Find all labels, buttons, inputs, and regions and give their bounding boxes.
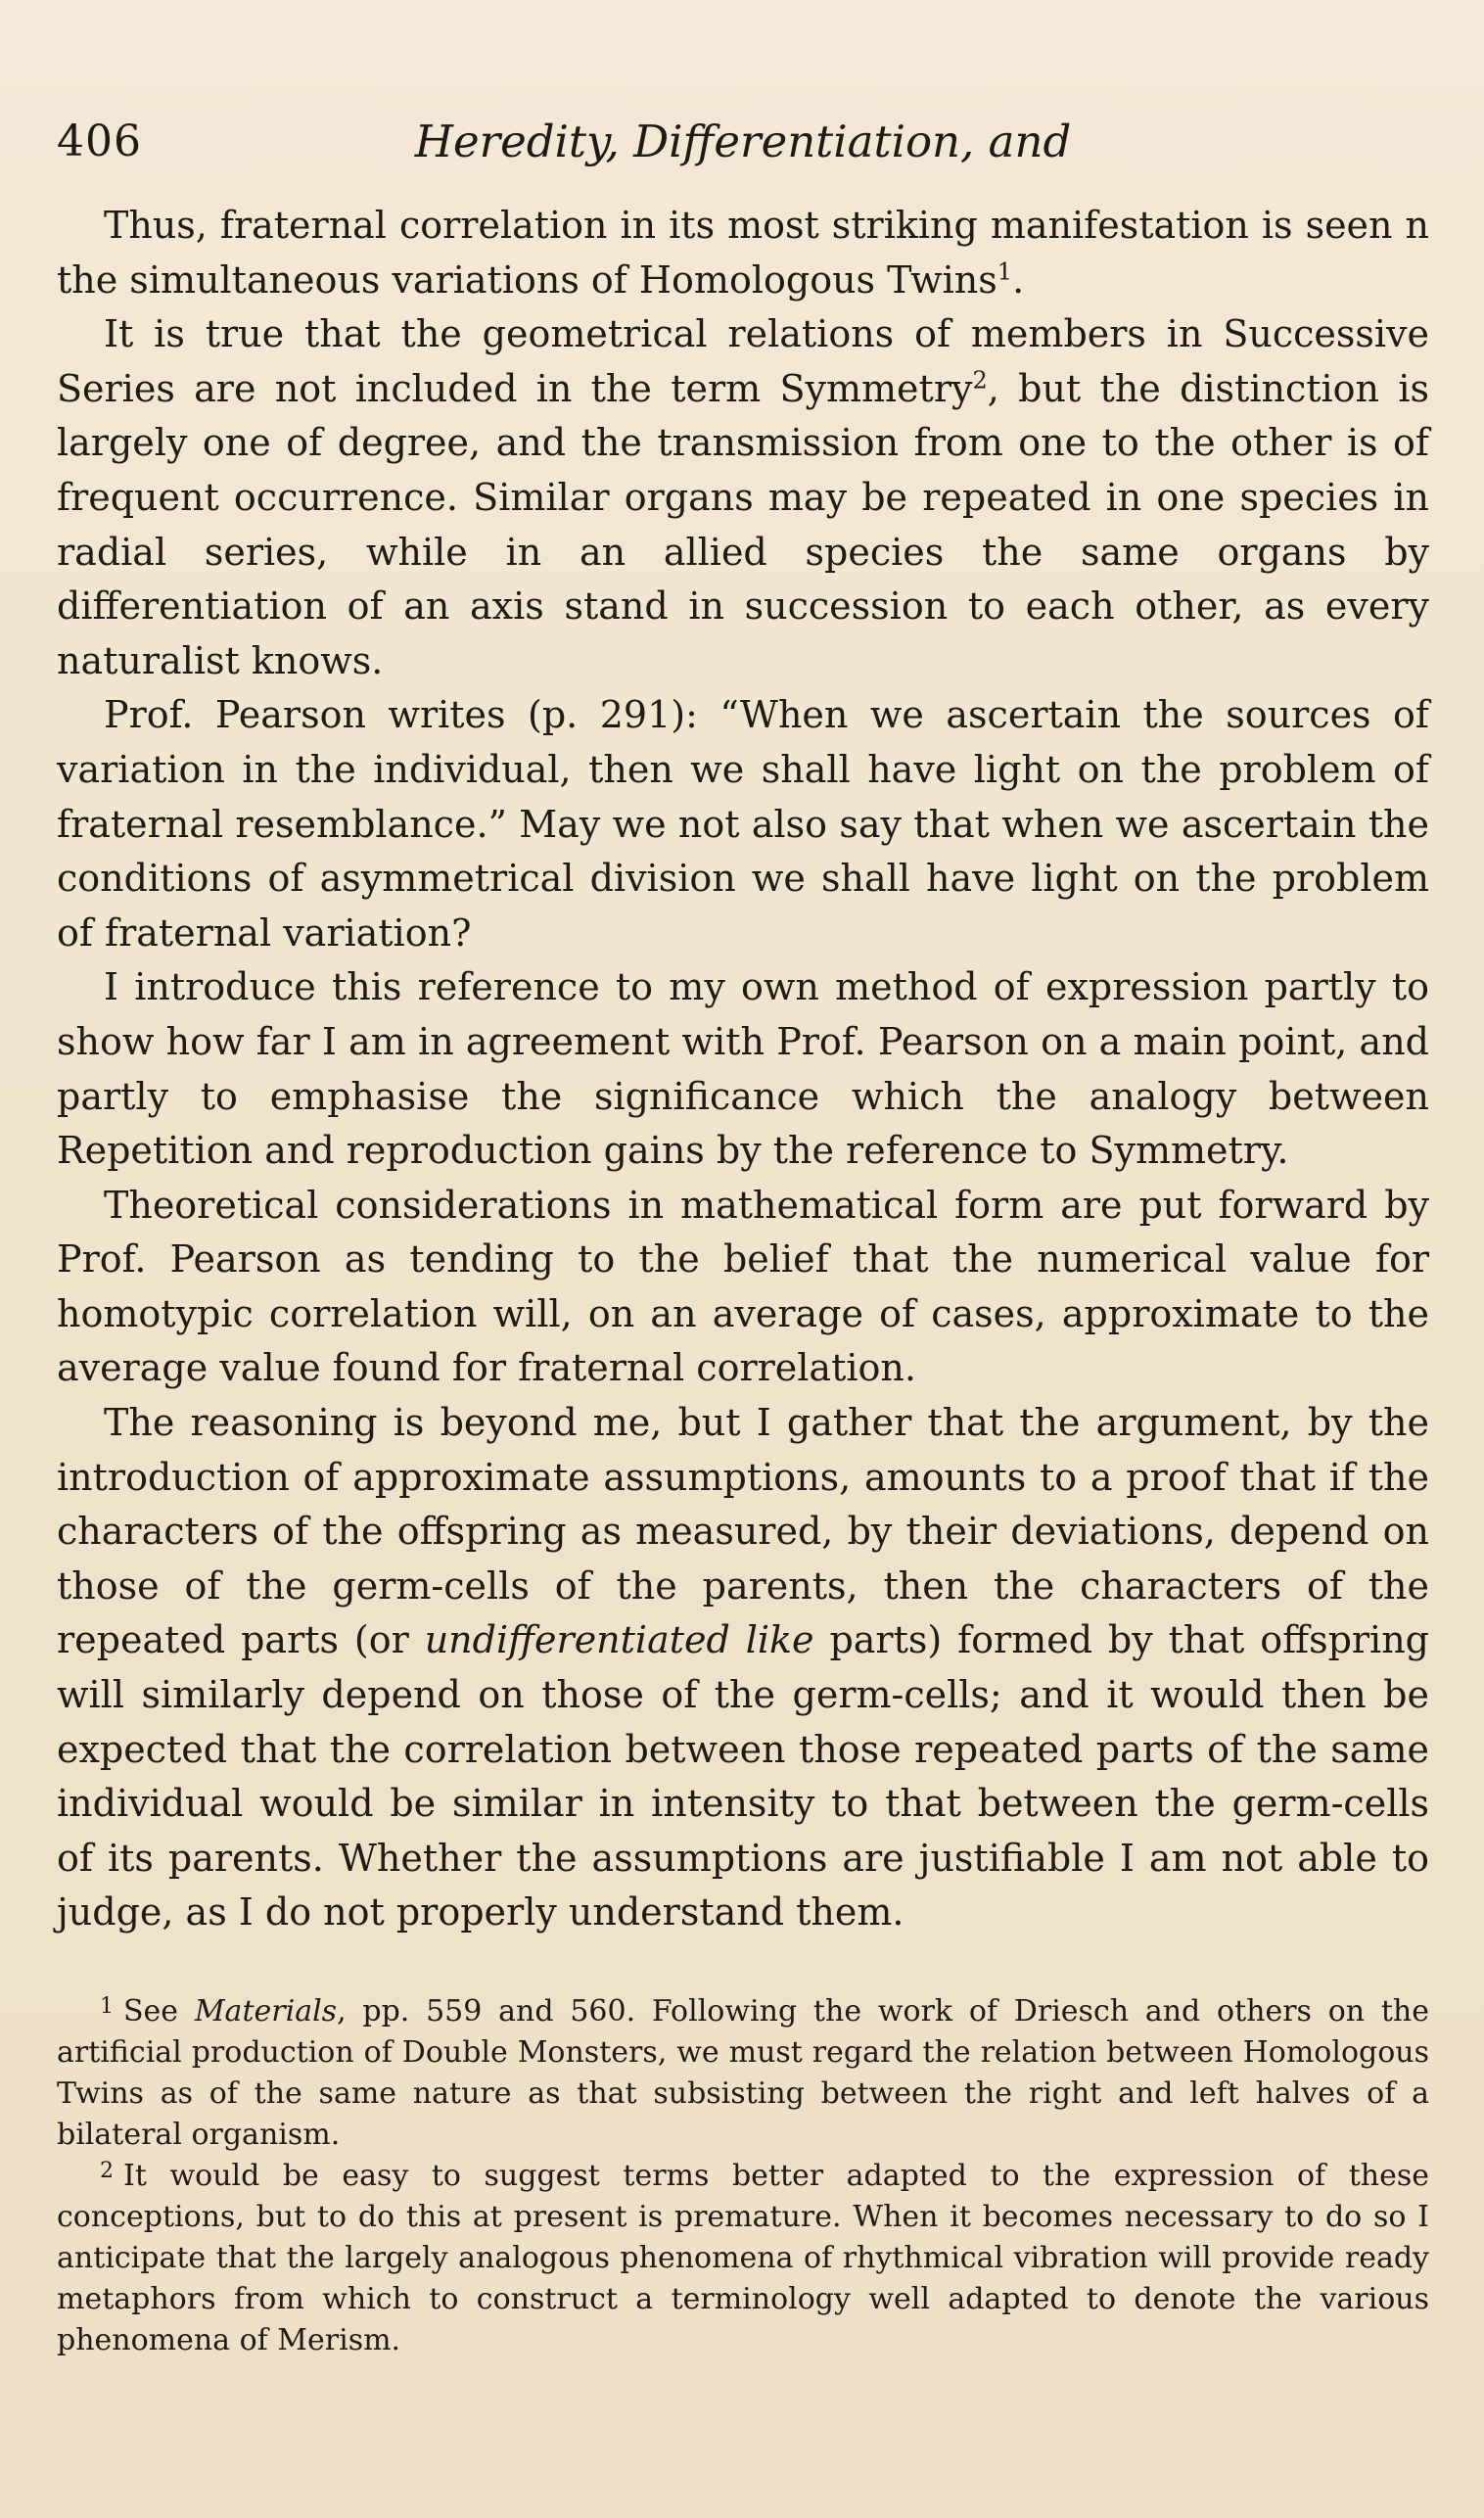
footnote-2-text: It would be easy to suggest terms better adapted to the expression of these conceptions, but to do this at present is premature. When it becomes necessary to do so I anticipate that the largely analogous phenomena of rhythmical vibration will provide ready metaphors from which to construct a terminology well adapted to denote the various phenomena of Merism. bbox=[57, 2159, 1429, 2357]
paragraph-6-text-b: parts) formed by that offspring will similarly depend on those of the germ-cells; and it would then be expected that the correlation between those repeated parts of the same individual would be similar in intensity to that between the germ-cells of its parents. Whether the assumptions are justifiable I am not able to judge, as I do not properly understand them. bbox=[57, 1618, 1430, 1935]
footnotes bbox=[57, 1991, 1429, 2361]
paragraph-2-text-b: , but the distinction is largely one of degree, and the transmission from one to the other is of frequent occurrence. Similar organs may be repeated in one species in radial series, while in an allied species the same organs by differentiation of an axis stand in succession to each other, as every naturalist knows. bbox=[57, 366, 1429, 682]
paragraph-2-text-a: It is true that the geometrical relations of members in Successive Series are not included in the term Symmetry bbox=[57, 312, 1429, 410]
paragraph-2 bbox=[57, 307, 1429, 688]
paragraph-6-text-a: The reasoning is beyond me, but I gather that the argument, by the introduction of approximate assumptions, amounts to a proof that if the characters of the offspring as measured, by their deviations, depend on those of the germ-cells of the parents, then the characters of the repeated parts (or bbox=[57, 1401, 1429, 1662]
paragraph-1 bbox=[57, 199, 1429, 307]
footnote-1-lead: See bbox=[123, 1994, 195, 2028]
body-text bbox=[57, 199, 1429, 1940]
footnote-ref-2: 2 bbox=[972, 366, 988, 395]
footnote-1-text: , pp. 559 and 560. Following the work of Driesch and others on the artificial production of Double Monsters, we must regard the relation between Homologous Twins as of the same nature as that subsisting between the right and left halves of a bilateral organism. bbox=[57, 1994, 1429, 2152]
footnote-1-italic: Materials bbox=[194, 1994, 338, 2028]
paragraph-3: Prof. Pearson writes (p. 291): “When we ascertain the sources of variation in the individual, then we shall have light on the problem of fraternal resemblance.” May we not also say that when we ascertain the conditions of asymmetrical division we shall have light on the problem of fraternal variation? bbox=[57, 693, 1429, 955]
footnote-2 bbox=[57, 2156, 1429, 2361]
footnote-ref-1: 1 bbox=[997, 256, 1013, 285]
footnote-2-mark: 2 bbox=[100, 2159, 114, 2183]
paragraph-1-text: Thus, fraternal correlation in its most striking manifestation is seen n the simultaneous variations of Homologous Twins bbox=[57, 204, 1429, 302]
paragraph-6 bbox=[57, 1396, 1429, 1940]
page-header bbox=[57, 103, 1429, 181]
paragraph-6-italic: undifferentiated like bbox=[424, 1618, 814, 1662]
running-head: Heredity, Differentiation, and bbox=[414, 116, 1072, 167]
paragraph-5: Theoretical considerations in mathematical form are put forward by Prof. Pearson as tending to the belief that the numerical value for homotypic correlation will, on an average of cases, approximate to the average value found for fraternal correlation. bbox=[57, 1183, 1429, 1390]
page-number: 406 bbox=[57, 117, 142, 166]
footnote-1 bbox=[57, 1991, 1429, 2156]
paragraph-1-end: . bbox=[1012, 257, 1025, 302]
paragraph-4: I introduce this reference to my own method of expression partly to show how far I am in agreement with Prof. Pearson on a main point, and partly to emphasise the significance which the analogy between Repetition and reproduction gains by the reference to Symmetry. bbox=[57, 965, 1429, 1173]
footnote-1-mark: 1 bbox=[100, 1994, 114, 2019]
